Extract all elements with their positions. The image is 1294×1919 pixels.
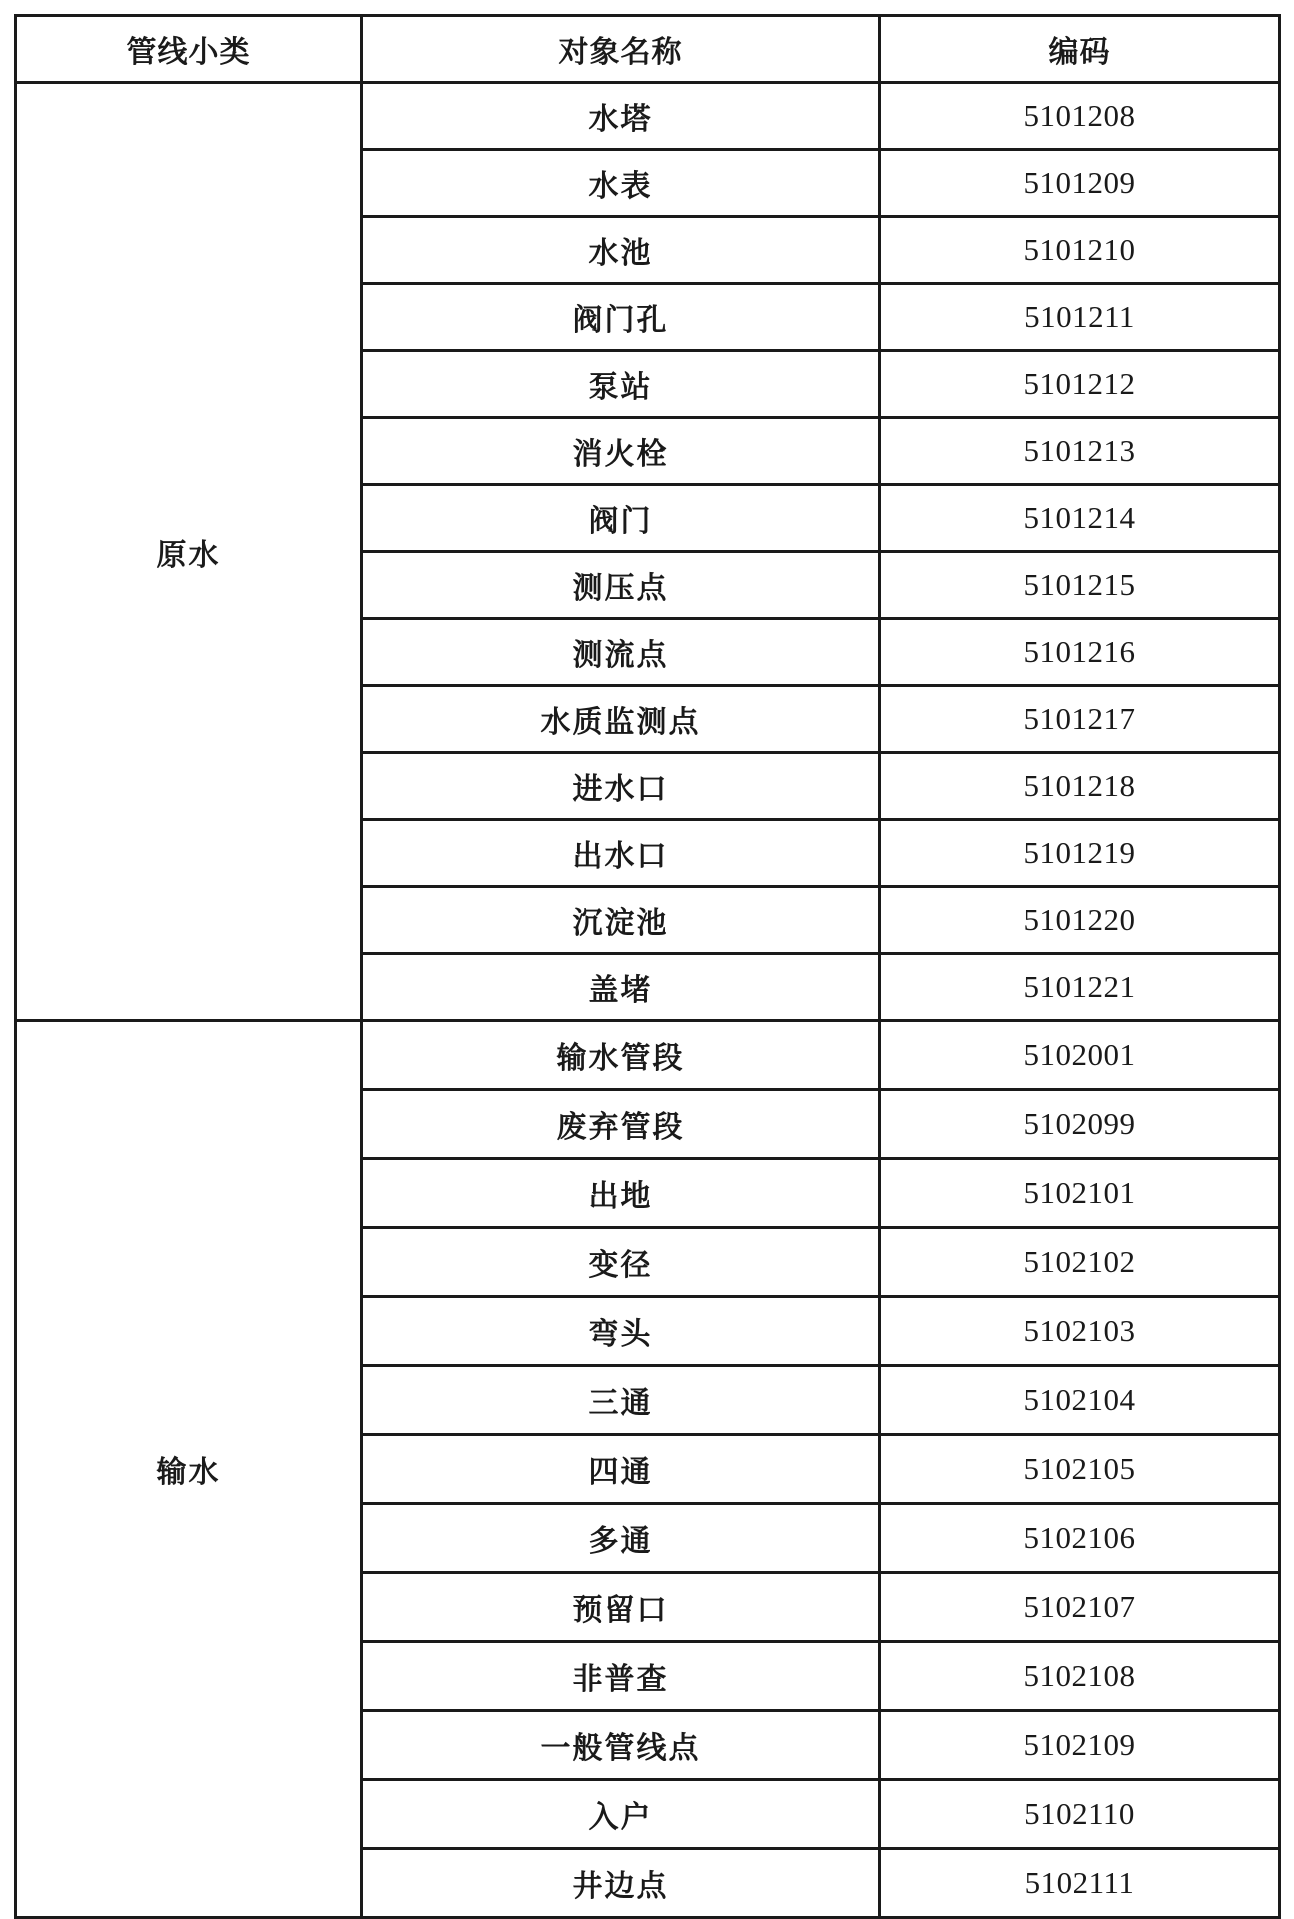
object-name-cell: 一般管线点: [362, 1711, 880, 1780]
object-name-cell: 进水口: [362, 753, 880, 820]
code-cell: 5102102: [880, 1228, 1280, 1297]
object-name-cell: 弯头: [362, 1297, 880, 1366]
object-name-cell: 泵站: [362, 351, 880, 418]
code-cell: 5101220: [880, 887, 1280, 954]
code-cell: 5102105: [880, 1435, 1280, 1504]
code-cell: 5102103: [880, 1297, 1280, 1366]
code-cell: 5102099: [880, 1090, 1280, 1159]
object-name-cell: 多通: [362, 1504, 880, 1573]
code-cell: 5101208: [880, 83, 1280, 150]
object-name-cell: 废弃管段: [362, 1090, 880, 1159]
object-name-cell: 变径: [362, 1228, 880, 1297]
code-cell: 5101213: [880, 418, 1280, 485]
object-name-cell: 输水管段: [362, 1021, 880, 1090]
object-name-cell: 三通: [362, 1366, 880, 1435]
table-row: [16, 1021, 1280, 1090]
table-body: [16, 83, 1280, 1918]
code-cell: 5101219: [880, 820, 1280, 887]
header-category: 管线小类: [16, 16, 362, 83]
document-page: [10, 10, 1278, 1908]
code-cell: 5102101: [880, 1159, 1280, 1228]
code-cell: 5102109: [880, 1711, 1280, 1780]
table-header: [16, 16, 1280, 83]
header-code: 编码: [880, 16, 1280, 83]
object-name-cell: 四通: [362, 1435, 880, 1504]
code-cell: 5102001: [880, 1021, 1280, 1090]
object-name-cell: 水池: [362, 217, 880, 284]
code-cell: 5101214: [880, 485, 1280, 552]
code-cell: 5102106: [880, 1504, 1280, 1573]
category-cell: 输水: [16, 1021, 362, 1918]
code-cell: 5102104: [880, 1366, 1280, 1435]
code-cell: 5101216: [880, 619, 1280, 686]
object-name-cell: 出水口: [362, 820, 880, 887]
code-cell: 5101211: [880, 284, 1280, 351]
pipeline-code-table: [14, 14, 1281, 1919]
object-name-cell: 水表: [362, 150, 880, 217]
object-name-cell: 入户: [362, 1780, 880, 1849]
code-cell: 5101217: [880, 686, 1280, 753]
object-name-cell: 消火栓: [362, 418, 880, 485]
object-name-cell: 阀门: [362, 485, 880, 552]
object-name-cell: 测流点: [362, 619, 880, 686]
code-cell: 5101209: [880, 150, 1280, 217]
code-cell: 5102110: [880, 1780, 1280, 1849]
code-cell: 5101215: [880, 552, 1280, 619]
object-name-cell: 水塔: [362, 83, 880, 150]
header-row: [16, 16, 1280, 83]
code-cell: 5102108: [880, 1642, 1280, 1711]
object-name-cell: 测压点: [362, 552, 880, 619]
code-cell: 5102107: [880, 1573, 1280, 1642]
code-cell: 5101210: [880, 217, 1280, 284]
object-name-cell: 沉淀池: [362, 887, 880, 954]
object-name-cell: 出地: [362, 1159, 880, 1228]
object-name-cell: 水质监测点: [362, 686, 880, 753]
object-name-cell: 预留口: [362, 1573, 880, 1642]
code-cell: 5102111: [880, 1849, 1280, 1918]
header-object-name: 对象名称: [362, 16, 880, 83]
object-name-cell: 井边点: [362, 1849, 880, 1918]
object-name-cell: 盖堵: [362, 954, 880, 1021]
code-cell: 5101221: [880, 954, 1280, 1021]
code-cell: 5101218: [880, 753, 1280, 820]
object-name-cell: 非普查: [362, 1642, 880, 1711]
code-cell: 5101212: [880, 351, 1280, 418]
table-row: [16, 83, 1280, 150]
category-cell: 原水: [16, 83, 362, 1021]
object-name-cell: 阀门孔: [362, 284, 880, 351]
